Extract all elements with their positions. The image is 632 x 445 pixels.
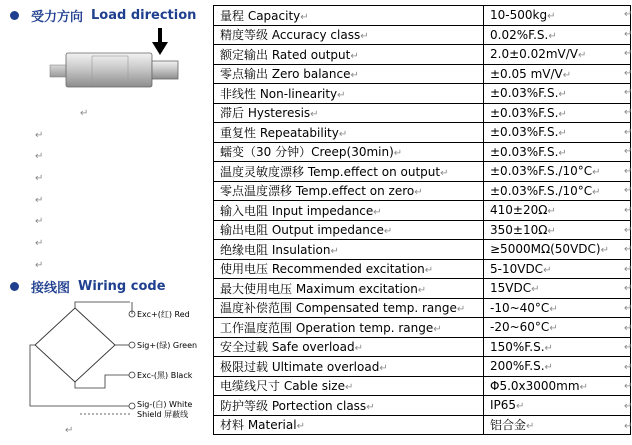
value-text: IP65 [490,398,517,413]
param-cell [214,318,484,338]
param-text: 最大使用电压 Maximum excitation [220,281,418,296]
param-cell [214,142,484,162]
return-mark: ↵ [592,167,601,179]
return-mark: ↵ [531,284,540,296]
load-title-cn: 受力方向 [31,10,84,25]
return-mark: ↵ [35,173,44,185]
return-mark: ↵ [433,323,442,335]
param-cell [214,45,484,65]
return-mark: ↵ [578,50,587,62]
table-row [214,298,631,318]
value-cell [484,6,631,26]
return-mark: ↵ [624,185,632,197]
value-text: 350±10Ω [490,222,548,237]
return-mark: ↵ [35,151,44,163]
param-text: 使用电压 Recommended excitation [220,262,425,277]
value-cell [484,142,631,162]
value-text: 10-500kg [490,8,548,23]
return-mark: ↵ [80,108,89,119]
return-mark: ↵ [624,165,632,177]
return-mark: ↵ [624,420,632,432]
param-cell [214,337,484,357]
return-mark: ↵ [338,128,348,140]
return-mark: ↵ [562,69,572,81]
value-cell [484,318,631,338]
param-cell [214,415,484,435]
value-text: ±0.03%F.S. [490,144,559,159]
return-mark: ↵ [414,187,423,199]
return-mark: ↵ [558,128,567,140]
return-mark: ↵ [393,148,403,160]
wire-label: Shield 屏蔽线 [137,410,189,419]
value-cell [484,415,631,435]
load-direction-heading [10,6,196,25]
param-cell [214,6,484,26]
table-row [214,142,631,162]
return-mark: ↵ [350,70,359,82]
param-cell [214,84,484,104]
return-mark: ↵ [579,381,588,393]
load-cell-illustration [40,25,190,120]
return-mark: ↵ [379,362,388,374]
return-mark: ↵ [624,87,632,99]
param-cell [214,201,484,221]
return-mark: ↵ [424,265,434,277]
table-row [214,415,631,435]
value-cell [484,259,631,279]
param-cell [214,357,484,377]
param-text: 材料 Material [220,418,297,433]
param-cell [214,220,484,240]
table-row [214,337,631,357]
param-cell [214,259,484,279]
wiring-title-en: Wiring code [78,279,166,294]
value-cell [484,240,631,260]
table-row [214,6,631,26]
param-text: 输出电阻 Output impedance [220,223,384,238]
return-mark: ↵ [330,245,339,257]
return-mark: ↵ [624,67,632,79]
value-cell [484,201,631,221]
param-cell [214,376,484,396]
param-text: 非线性 Non-linearity [220,86,338,101]
table-row [214,162,631,182]
value-text: ±0.03%F.S./10°C [490,164,593,179]
value-text: 5-10VDC [490,261,544,276]
return-mark: ↵ [344,382,354,394]
param-cell [214,123,484,143]
return-mark: ↵ [35,194,44,206]
table-row [214,396,631,416]
param-text: 额定输出 Rated output [220,47,351,62]
return-mark: ↵ [558,108,567,120]
table-row [214,25,631,45]
table-row [214,201,631,221]
wiring-diagram [25,300,210,428]
return-mark: ↵ [549,303,558,315]
param-text: 滞后 Hysteresis [220,106,311,121]
param-text: 量程 Capacity [220,8,301,23]
value-text: ±0.03%F.S. [490,125,559,140]
table-row [214,103,631,123]
return-mark: ↵ [624,107,632,118]
table-row [214,64,631,84]
value-text: -10~40°C [490,300,550,315]
return-mark: ↵ [65,425,74,436]
value-cell [484,45,631,65]
value-cell [484,376,631,396]
value-text: 200%F.S. [490,359,545,374]
value-cell [484,162,631,182]
value-text: Φ5.0x3000mm [490,378,580,393]
return-mark: ↵ [624,342,632,354]
return-mark: ↵ [383,226,393,238]
return-mark: ↵ [624,283,632,295]
param-cell [214,162,484,182]
table-row [214,123,631,143]
return-mark: ↵ [624,146,632,158]
value-text: 410±20Ω [490,203,548,218]
param-cell [214,25,484,45]
param-text: 安全过载 Safe overload [220,340,355,355]
return-mark: ↵ [417,284,427,296]
return-mark: ↵ [366,401,375,413]
wire-label: Sig+(绿) Green [137,341,198,350]
param-cell [214,396,484,416]
return-mark: ↵ [558,89,567,101]
value-text: 15VDC [490,281,532,296]
value-cell [484,298,631,318]
table-row [214,84,631,104]
return-mark: ↵ [624,263,632,275]
param-cell [214,240,484,260]
value-cell [484,357,631,377]
value-cell [484,279,631,299]
value-text: -20~60°C [490,320,550,335]
return-mark: ↵ [440,167,449,179]
load-title-en: Load direction [91,8,197,23]
return-mark: ↵ [544,342,553,354]
param-text: 防护等级 Portection class [220,398,367,413]
return-mark: ↵ [547,225,556,237]
value-cell [484,337,631,357]
return-mark: ↵ [624,224,632,236]
return-mark: ↵ [547,206,556,218]
return-mark: ↵ [624,381,632,393]
return-mark: ↵ [543,264,552,276]
value-cell [484,396,631,416]
return-mark: ↵ [296,421,305,433]
return-mark: ↵ [624,303,632,314]
param-cell [214,181,484,201]
table-row [214,318,631,338]
value-cell [484,25,631,45]
wiring-code-heading [10,277,166,296]
param-text: 蠕变（30 分钟）Creep(30min) [220,145,394,160]
value-cell [484,64,631,84]
return-mark: ↵ [624,48,632,60]
return-mark: ↵ [624,244,632,256]
param-cell [214,64,484,84]
return-mark: ↵ [549,323,558,335]
return-mark: ↵ [624,205,632,216]
return-mark: ↵ [544,362,553,374]
spec-table [213,5,631,435]
return-mark: ↵ [300,11,309,23]
value-cell [484,103,631,123]
wire-label: Exc+(红) Red [137,310,190,319]
value-text: ≥5000MΩ(50VDC) [490,242,601,257]
param-text: 输入电阻 Input impedance [220,203,374,218]
table-row [214,181,631,201]
value-cell [484,84,631,104]
value-text: 150%F.S. [490,339,545,354]
param-text: 绝缘电阻 Insulation [220,242,331,257]
return-mark: ↵ [373,206,382,218]
down-arrow-icon [152,28,168,55]
return-mark: ↵ [624,126,632,138]
return-mark: ↵ [35,238,44,250]
value-text: 铝合金 [490,418,527,433]
param-text: 零点温度漂移 Temp.effect on zero [220,184,415,199]
value-text: ±0.03%F.S./10°C [490,183,593,198]
value-text: 2.0±0.02mV/V [490,47,579,62]
param-cell [214,279,484,299]
return-mark: ↵ [456,304,466,316]
param-text: 温度灵敏度漂移 Temp.effect on output [220,164,441,179]
value-text: ±0.05 mV/V [490,66,563,81]
value-text: 0.02%F.S. [490,27,549,42]
value-text: ±0.03%F.S. [490,105,559,120]
table-row [214,279,631,299]
param-text: 电缆线尺寸 Cable size [220,379,345,394]
param-text: 温度补偿范围 Compensated temp. range [220,301,457,316]
return-mark: ↵ [558,147,567,159]
bullet-icon [10,282,19,291]
table-row [214,259,631,279]
table-row [214,220,631,240]
param-text: 工作温度范围 Operation temp. range [220,320,434,335]
return-mark: ↵ [592,186,601,198]
return-mark: ↵ [360,31,369,43]
table-row [214,357,631,377]
return-mark: ↵ [350,50,359,62]
param-text: 重复性 Repeatability [220,125,339,140]
return-mark: ↵ [35,216,44,228]
return-mark: ↵ [310,109,319,121]
param-cell [214,298,484,318]
return-mark: ↵ [600,245,609,257]
table-row [214,240,631,260]
param-cell [214,103,484,123]
value-cell [484,123,631,143]
return-mark: ↵ [35,259,44,271]
return-mark: ↵ [624,361,632,373]
return-mark: ↵ [624,9,632,20]
table-row [214,45,631,65]
wire-label: Exc-(黑) Black [137,371,193,380]
param-text: 零点输出 Zero balance [220,67,351,82]
return-mark: ↵ [35,129,44,141]
value-text: ±0.03%F.S. [490,86,559,101]
return-mark: ↵ [624,322,632,334]
value-cell [484,220,631,240]
wiring-title-cn: 接线图 [31,281,71,296]
return-mark: ↵ [624,401,632,412]
return-mark: ↵ [516,401,525,413]
left-return-marks [35,108,88,282]
return-mark: ↵ [548,30,557,42]
bullet-icon [10,11,19,20]
table-row [214,376,631,396]
value-cell [484,181,631,201]
return-mark: ↵ [337,89,346,101]
param-text: 精度等级 Accuracy class [220,28,361,43]
return-mark: ↵ [547,11,556,23]
return-mark: ↵ [624,28,632,40]
wire-label: Sig-(白) White [137,400,193,409]
return-mark: ↵ [526,421,535,433]
return-mark: ↵ [354,343,364,355]
param-text: 极限过载 Ultimate overload [220,359,380,374]
